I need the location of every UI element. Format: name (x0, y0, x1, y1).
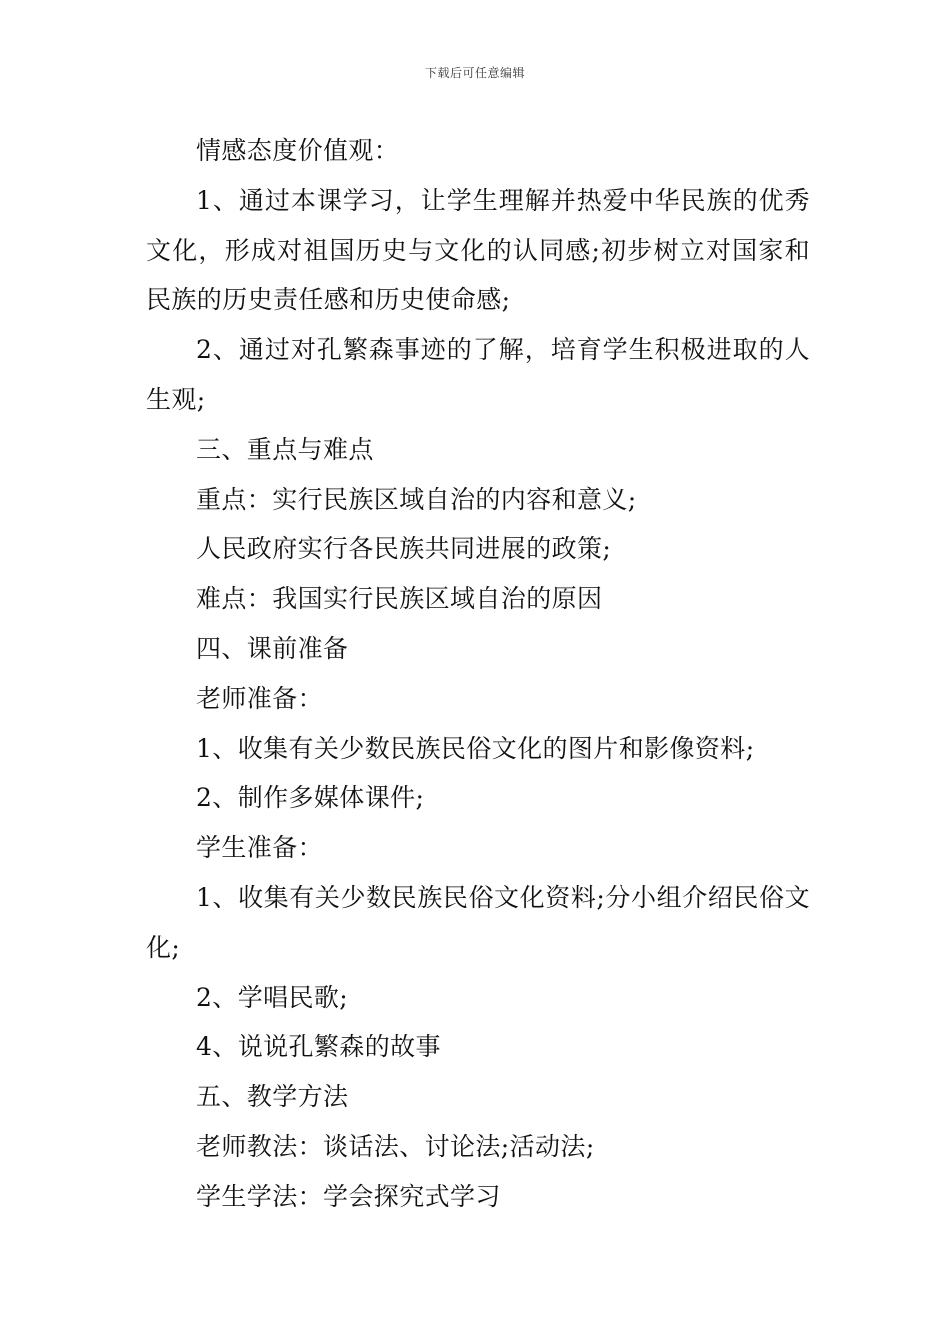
paragraph-student-prep-4: 4、说说孔繁森的故事 (196, 1032, 441, 1062)
paragraph-student-prep-1: 1、收集有关少数民族民俗文化资料;分小组介绍民俗文化; (146, 882, 810, 962)
paragraph-goal-2: 2、通过对孔繁森事迹的了解，培育学生积极进取的人生观; (146, 335, 810, 414)
paragraph-student-methods: 学生学法：学会探究式学习 (196, 1181, 501, 1211)
paragraph-policy: 人民政府实行各民族共同进展的政策; (196, 534, 612, 564)
paragraph-student-prep-2: 2、学唱民歌; (196, 982, 349, 1012)
page-header: 下载后可任意编辑 (424, 66, 525, 80)
paragraph-affective-goals-heading: 情感态度价值观： (196, 136, 400, 165)
paragraph-difficulty: 难点：我国实行民族区域自治的原因 (196, 584, 603, 614)
paragraph-teacher-prep-1: 1、收集有关少数民族民俗文化的图片和影像资料; (196, 733, 755, 763)
section-heading-methods: 五、教学方法 (196, 1082, 349, 1112)
paragraph-key-point: 重点：实行民族区域自治的内容和意义; (196, 484, 637, 514)
paragraph-student-prep-heading: 学生准备： (196, 833, 324, 863)
paragraph-teacher-methods: 老师教法：谈话法、讨论法;活动法; (196, 1131, 595, 1161)
section-heading-preparation: 四、课前准备 (196, 633, 349, 663)
paragraph-goal-1: 1、通过本课学习，让学生理解并热爱中华民族的优秀文化，形成对祖国历史与文化的认同感;初步树立对国家和民族的历史责任感和历史使命感; (146, 185, 810, 315)
document-body (146, 126, 810, 1222)
paragraph-teacher-prep-2: 2、制作多媒体课件; (196, 783, 425, 813)
paragraph-teacher-prep-heading: 老师准备： (196, 683, 324, 713)
section-heading-key-points: 三、重点与难点 (196, 434, 374, 464)
